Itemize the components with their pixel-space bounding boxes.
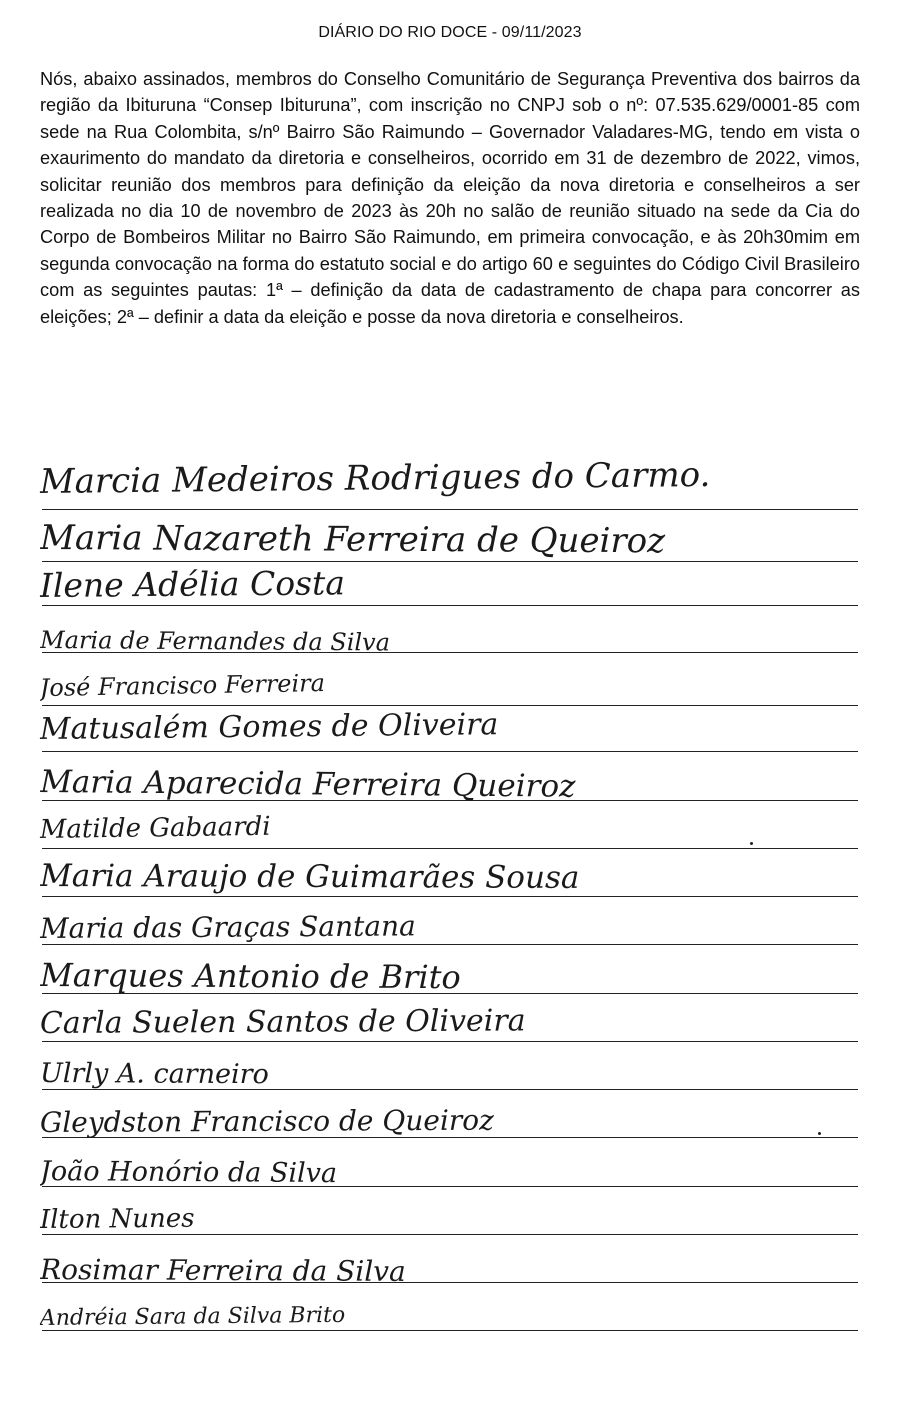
signature-line: [42, 944, 858, 945]
signature-line: [42, 1330, 858, 1331]
signature: Ilton Nunes: [39, 1203, 195, 1235]
signature: Rosimar Ferreira da Silva: [40, 1253, 406, 1288]
signature: Ulrly A. carneiro: [40, 1058, 269, 1091]
signature-line: [42, 1041, 858, 1042]
signature-line: [42, 605, 858, 606]
signature: Matilde Gabaardi: [39, 811, 271, 845]
signature-line: [42, 848, 858, 849]
signature: Maria Araujo de Guimarães Sousa: [40, 858, 580, 896]
signature: Maria de Fernandes da Silva: [40, 626, 391, 657]
signature: Carla Suelen Santos de Oliveira: [39, 1003, 526, 1041]
signature: Maria Nazareth Ferreira de Queiroz: [40, 518, 666, 562]
ink-mark: [818, 1132, 821, 1135]
signature: Maria Aparecida Ferreira Queiroz: [40, 764, 576, 805]
signature: Gleydston Francisco de Queiroz: [39, 1103, 494, 1139]
ink-mark: [750, 842, 753, 845]
signature: Andréia Sara da Silva Brito: [39, 1302, 346, 1331]
signature-line: [42, 751, 858, 752]
newspaper-header: DIÁRIO DO RIO DOCE - 09/11/2023: [318, 24, 582, 41]
declaration-text: Nós, abaixo assinados, membros do Conselho Comunitário de Segurança Preventiva dos bairros da região da Ibituruna “Consep Ibituruna”, com inscrição no CNPJ sob o nº: 07.535.629/0001-85 com sede na Rua Colombita, s/nº Bairro São Raimundo – Governador Valadares-MG, tendo em vista o exaurimento do mandato da diretoria e conselheiros, ocorrido em 31 de dezembro de 2022, vimos, solicitar reunião dos membros para definição da eleição da nova diretoria e conselheiros a ser realizada no dia 10 de novembro de 2023 às 20h no salão de reunião situado na sede da Cia do Corpo de Bombeiros Militar no Bairro São Raimundo, em primeira convocação, e às 20h30mim em segunda convocação na forma do estatuto social e do artigo 60 e seguintes do Código Civil Brasileiro com as seguintes pautas: 1ª – definição da data de cadastramento de chapa para concorrer as eleições; 2ª – definir a data da eleição e posse da nova diretoria e conselheiros.: [40, 69, 860, 327]
signature: Maria das Graças Santana: [39, 909, 416, 945]
signature: Matusalém Gomes de Oliveira: [39, 707, 499, 747]
signature-line: [42, 509, 858, 510]
signature-line: [42, 1234, 858, 1235]
signature: José Francisco Ferreira: [39, 669, 326, 702]
signature: João Honório da Silva: [40, 1156, 338, 1190]
signature: Marques Antonio de Brito: [40, 956, 461, 997]
signature: Marcia Medeiros Rodrigues do Carmo.: [39, 454, 711, 502]
signature: Ilene Adélia Costa: [39, 563, 346, 605]
